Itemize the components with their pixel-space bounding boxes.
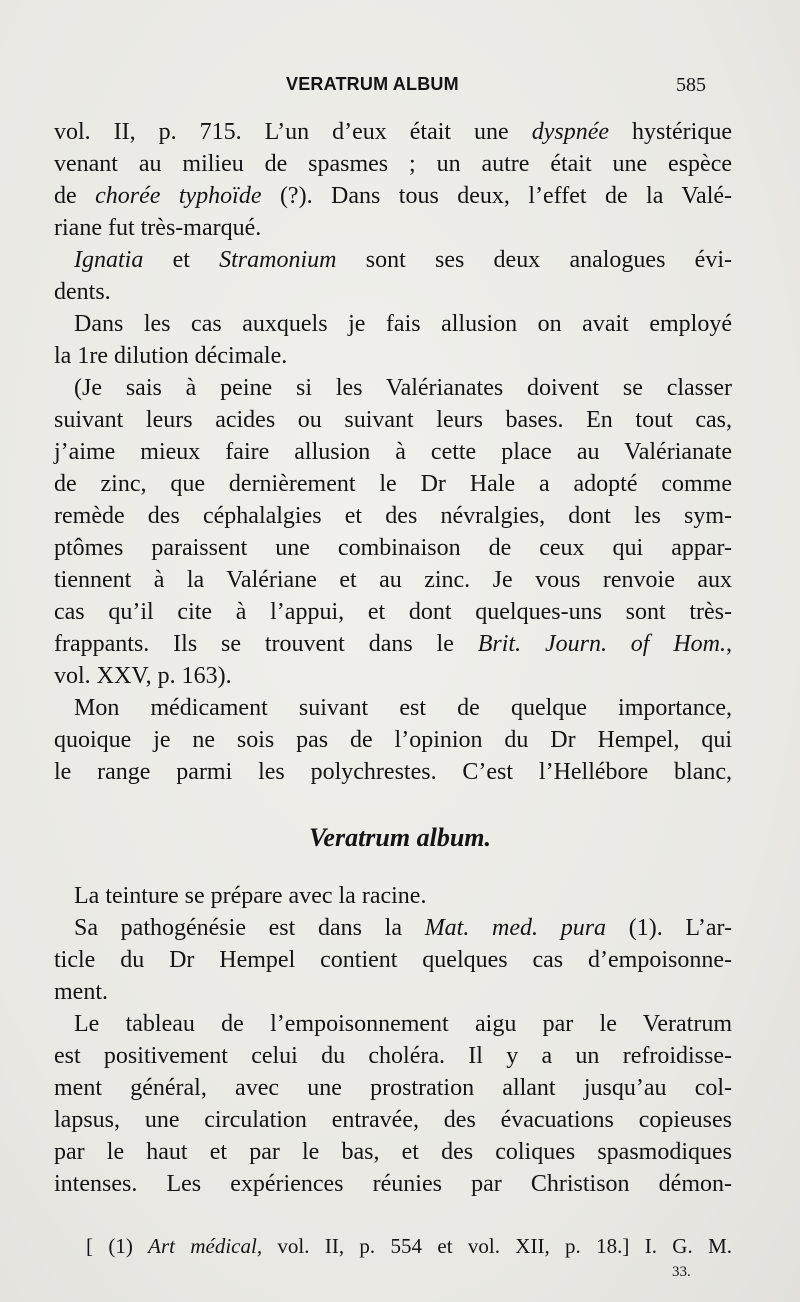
- text-line: ticle du Dr Hempel contient quelques cas d’empoisonne-: [54, 947, 732, 973]
- text-line: suivant leurs acides ou suivant leurs bases. En tout cas,: [54, 407, 732, 433]
- text-line: est positivement celui du choléra. Il y a un refroidisse-: [54, 1043, 732, 1069]
- text-line: La teinture se prépare avec la racine.: [74, 883, 427, 909]
- text-line: remède des céphalalgies et des névralgies, dont les sym-: [54, 503, 732, 529]
- text-line: lapsus, une circulation entravée, des évacuations copieuses: [54, 1107, 732, 1133]
- text-line: la 1re dilution décimale.: [54, 343, 288, 369]
- text-line: intenses. Les expériences réunies par Christison démon-: [54, 1171, 732, 1197]
- text-line: Ignatia et Stramonium sont ses deux analogues évi-: [74, 247, 732, 273]
- text-line: tiennent à la Valériane et au zinc. Je vous renvoie aux: [54, 567, 732, 593]
- text-line: vol. XXV, p. 163).: [54, 663, 232, 689]
- text-line: Dans les cas auxquels je fais allusion on avait employé: [74, 311, 732, 337]
- text-line: ment général, avec une prostration allant jusqu’au col-: [54, 1075, 732, 1101]
- footnote: [ (1) Art médical, vol. II, p. 554 et vol. XII, p. 18.] I. G. M.: [86, 1234, 732, 1258]
- page-number: 585: [676, 74, 706, 96]
- text-line: ment.: [54, 979, 108, 1005]
- text-line: venant au milieu de spasmes ; un autre était une espèce: [54, 151, 732, 177]
- text-line: par le haut et par le bas, et des coliques spasmodiques: [54, 1139, 732, 1165]
- text-line: Sa pathogénésie est dans la Mat. med. pura (1). L’ar-: [74, 915, 733, 941]
- signature-mark: 33.: [672, 1264, 691, 1280]
- text-line: le range parmi les polychrestes. C’est l’Hellébore blanc,: [54, 759, 732, 785]
- running-title: VERATRUM ALBUM: [286, 74, 459, 94]
- text-line: frappants. Ils se trouvent dans le Brit. Journ. of Hom.,: [54, 631, 732, 657]
- running-header: [0, 74, 800, 102]
- text-line: riane fut très-marqué.: [54, 215, 262, 241]
- text-line: Mon médicament suivant est de quelque importance,: [74, 695, 732, 721]
- text-line: (Je sais à peine si les Valérianates doivent se classer: [74, 375, 732, 401]
- text-line: de chorée typhoïde (?). Dans tous deux, l’effet de la Valé-: [54, 183, 733, 209]
- text-line: quoique je ne sois pas de l’opinion du Dr Hempel, qui: [54, 727, 732, 753]
- text-line: ptômes paraissent une combinaison de ceux qui appar-: [54, 535, 732, 561]
- text-line: cas qu’il cite à l’appui, et dont quelques-uns sont très-: [54, 599, 732, 625]
- text-line: dents.: [54, 279, 111, 305]
- text-line: j’aime mieux faire allusion à cette place au Valérianate: [54, 439, 732, 465]
- text-line: Le tableau de l’empoisonnement aigu par le Veratrum: [74, 1011, 732, 1037]
- text-line: vol. II, p. 715. L’un d’eux était une dyspnée hystérique: [54, 119, 732, 145]
- text-line: de zinc, que dernièrement le Dr Hale a adopté comme: [54, 471, 732, 497]
- section-heading: Veratrum album.: [308, 823, 492, 852]
